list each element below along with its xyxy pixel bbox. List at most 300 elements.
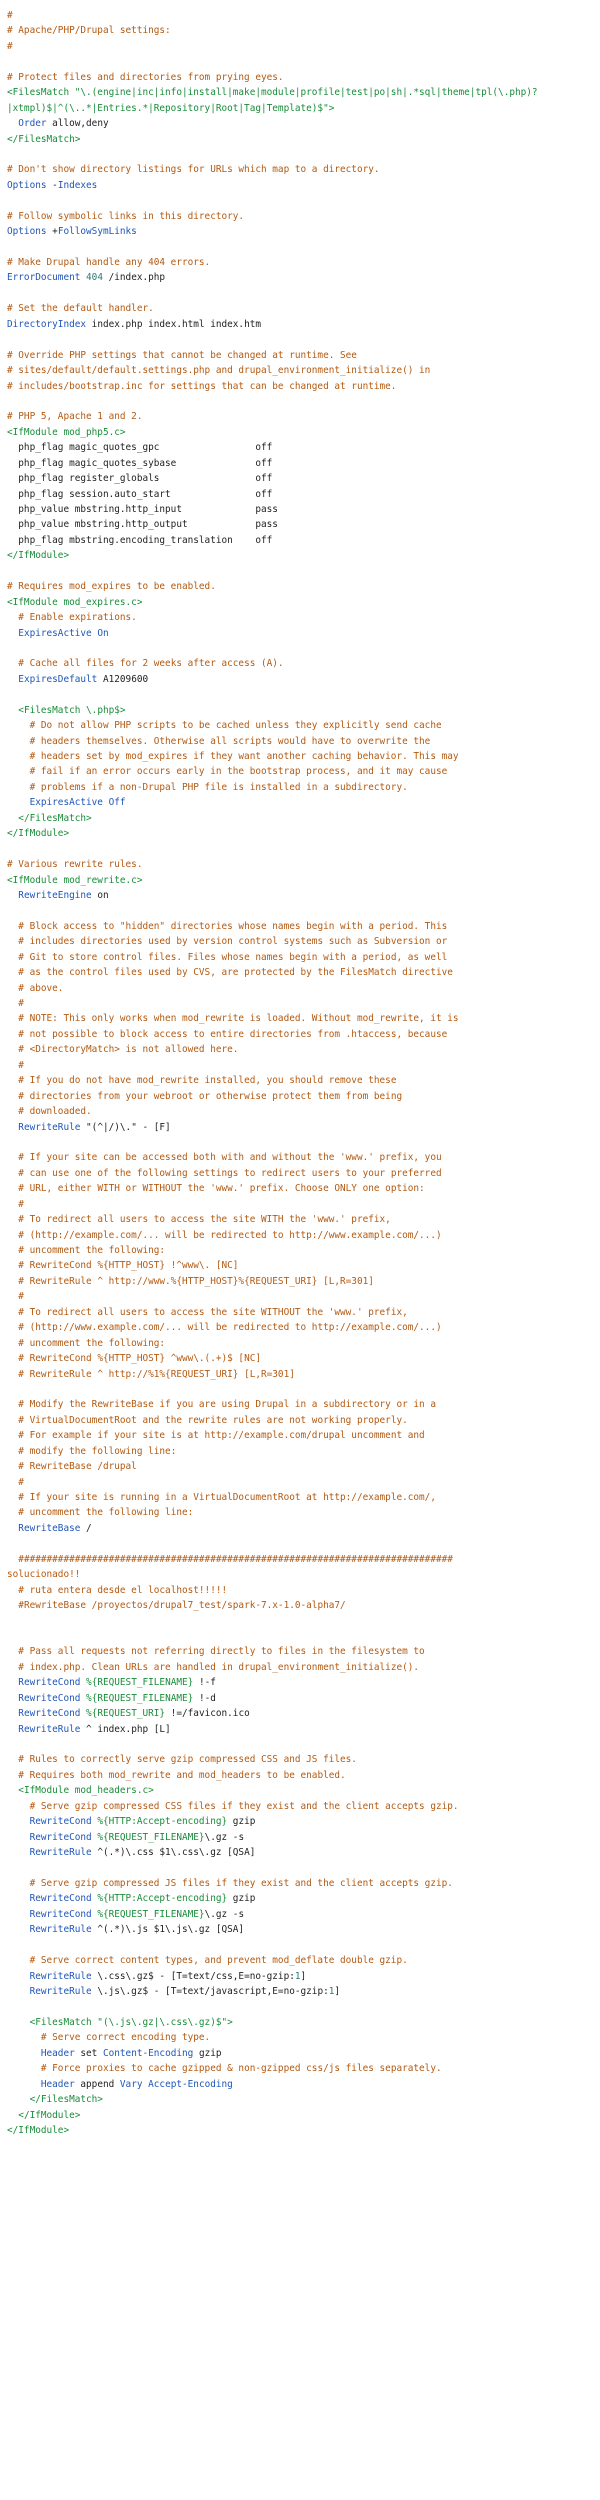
text-token: \.js\.gz$ - [T=text/javascript,E=no-gzip: (91, 1986, 329, 1997)
text-token (7, 1199, 18, 1210)
text-token (7, 998, 18, 1009)
directive-token: RewriteRule (29, 1970, 92, 1982)
code-line (7, 564, 600, 579)
text-token: gzip (227, 1816, 256, 1828)
code-line (7, 1891, 600, 1906)
comment-token: # headers set by mod_expires if they want another caching behavior. This may (29, 751, 459, 762)
comment-token: # headers themselves. Otherwise all scripts would have to overwrite the (29, 735, 431, 747)
text-token (7, 782, 30, 793)
tag-token: <IfModule mod_headers.c> (18, 1785, 154, 1797)
text-token (7, 1909, 30, 1920)
comment-token: #RewriteBase /proyectos/drupal7_test/spark-7.x-1.0-alpha7/ (18, 1600, 346, 1612)
tag-token: </FilesMatch> (18, 812, 92, 824)
code-line (7, 517, 600, 532)
comment-token: # Set the default handler. (7, 303, 154, 315)
code-line (7, 363, 600, 378)
comment-token: # Requires mod_expires to be enabled. (7, 581, 216, 593)
comment-token: # Force proxies to cache gzipped & non-gzipped css/js files separately. (40, 2063, 442, 2075)
text-token: php_flag magic_quotes_sybase off (7, 457, 273, 469)
directive-token: RewriteCond (29, 1893, 92, 1905)
code-line (7, 132, 600, 147)
comment-token: # URL, either WITH or WITHOUT the 'www.' prefix. Choose ONLY one option: (18, 1183, 425, 1195)
text-token (7, 2048, 41, 2059)
text-token: gzip (193, 2047, 222, 2059)
comment-token: # If your site can be accessed both with and without the 'www.' prefix, you (18, 1152, 442, 1164)
code-line (7, 1521, 600, 1536)
comment-token: # To redirect all users to access the site WITH the 'www.' prefix, (18, 1214, 391, 1226)
directive-token: ErrorDocument (7, 272, 81, 284)
comment-token: ############################################################################# (18, 1553, 453, 1565)
code-line (7, 888, 600, 903)
code-line (7, 1845, 600, 1860)
code-line (7, 610, 600, 625)
code-line (7, 1181, 600, 1196)
code-line (7, 1768, 600, 1783)
text-token: index.php index.html index.htm (86, 318, 262, 330)
directive-token: RewriteRule (29, 1847, 92, 1859)
text-token (7, 936, 18, 947)
code-line (7, 1830, 600, 1845)
code-line (7, 1490, 600, 1505)
code-line (7, 1197, 600, 1212)
code-line (7, 1166, 600, 1181)
tag-token: %{REQUEST_URI} (86, 1708, 166, 1720)
directive-token: DirectoryIndex (7, 318, 87, 330)
text-token (7, 658, 18, 669)
comment-token: # Override PHP settings that cannot be changed at runtime. See (7, 349, 357, 361)
comment-token: # Serve correct encoding type. (40, 2032, 211, 2044)
text-token (7, 1693, 18, 1704)
code-line (7, 1305, 600, 1320)
code-line (7, 193, 600, 208)
comment-token: # uncomment the following line: (18, 1507, 194, 1519)
code-line (7, 1382, 600, 1397)
code-line (7, 548, 600, 563)
text-token (7, 1044, 18, 1055)
text-token (7, 1399, 18, 1410)
code-line (7, 996, 600, 1011)
text-token: \.gz -s (204, 1908, 245, 1920)
code-line (7, 1969, 600, 1984)
text-token (7, 1307, 18, 1318)
text-token (7, 1585, 18, 1596)
directive-token: RewriteCond (18, 1708, 81, 1720)
text-token: on (91, 889, 109, 901)
code-line (7, 1367, 600, 1382)
text-token (7, 1322, 18, 1333)
directive-token: Header (40, 2047, 75, 2059)
text-token (7, 1183, 18, 1194)
code-line (7, 456, 600, 471)
code-line (7, 857, 600, 872)
code-line (7, 579, 600, 594)
comment-token: # Make Drupal handle any 404 errors. (7, 257, 211, 268)
comment-token: # Block access to "hidden" directories whose names begin with a period. This (18, 920, 448, 932)
tag-token: <FilesMatch "\.(engine|inc|info|install|make|module|profile|test|po|sh|.*sql|theme|tpl(\.php)? (7, 87, 538, 99)
directive-token: Options (7, 179, 47, 191)
code-line (7, 224, 600, 239)
comment-token: # Rules to correctly serve gzip compressed CSS and JS files. (18, 1754, 357, 1766)
text-token (7, 967, 18, 978)
comment-token: # not possible to block access to entire directories from .htaccess, because (18, 1028, 448, 1040)
text-token (7, 1971, 30, 1982)
text-token (7, 1832, 30, 1843)
directive-token: ExpiresActive (29, 797, 103, 809)
code-line (7, 1752, 600, 1767)
code-line (7, 1089, 600, 1104)
code-line (7, 703, 600, 718)
comment-token: # Enable expirations. (18, 612, 137, 624)
tag-token: %{REQUEST_FILENAME} (86, 1692, 194, 1704)
directive-token: RewriteRule (18, 1723, 81, 1735)
comment-token: # Requires both mod_rewrite and mod_headers to be enabled. (18, 1769, 346, 1781)
code-line (7, 1861, 600, 1876)
comment-token: # (http://example.com/... will be redirected to http://www.example.com/...) (18, 1229, 442, 1241)
code-line (7, 1999, 600, 2014)
directive-token: RewriteRule (18, 1121, 81, 1133)
comment-token: # Cache all files for 2 weeks after access (A). (18, 658, 284, 670)
tag-token: <FilesMatch "(\.js\.gz|\.css\.gz)$"> (29, 2016, 233, 2028)
comment-token: # RewriteBase /drupal (18, 1461, 137, 1473)
comment-token: # Follow symbolic links in this directory. (7, 210, 245, 222)
code-line (7, 332, 600, 347)
text-token (7, 1754, 18, 1765)
code-line (7, 1120, 600, 1135)
tag-token: </IfModule> (7, 828, 70, 840)
tag-token: <IfModule mod_rewrite.c> (7, 874, 143, 886)
directive-token: On (97, 627, 109, 639)
text-token (7, 1507, 18, 1518)
text-token: ^ index.php [L] (80, 1723, 171, 1735)
code-line (7, 641, 600, 656)
text-token (7, 1430, 18, 1441)
code-line (7, 1938, 600, 1953)
tag-token: <IfModule mod_php5.c> (7, 426, 126, 438)
code-line (7, 440, 600, 455)
text-token: ^(.*)\.js $1\.js\.gz [QSA] (91, 1924, 245, 1936)
text-token (7, 2017, 30, 2028)
code-line (7, 1228, 600, 1243)
text-token: php_flag magic_quotes_gpc off (7, 442, 273, 454)
comment-token: # (18, 1059, 24, 1071)
comment-token: # Git to store control files. Files whose names begin with a period, as well (18, 951, 448, 963)
comment-token: # VirtualDocumentRoot and the rewrite rules are not working properly. (18, 1414, 408, 1426)
text-token: /index.php (102, 272, 166, 284)
comment-token: # (7, 40, 13, 52)
text-token: php_flag mbstring.encoding_translation off (7, 534, 273, 546)
comment-token: # Do not allow PHP scripts to be cached unless they explicitly send cache (29, 720, 442, 732)
text-token (7, 1708, 18, 1719)
code-line (7, 1629, 600, 1644)
code-line (7, 1876, 600, 1891)
tag-token: </IfModule> (18, 2109, 81, 2121)
code-line (7, 687, 600, 702)
code-line (7, 1783, 600, 1798)
tag-token: <FilesMatch \.php$> (18, 704, 126, 716)
code-line (7, 764, 600, 779)
text-token (7, 1291, 18, 1302)
code-line (7, 795, 600, 810)
comment-token: # includes/bootstrap.inc for settings that can be changed at runtime. (7, 380, 397, 392)
text-token: - (46, 179, 58, 191)
directive-token: RewriteEngine (18, 889, 92, 901)
text-token (7, 1955, 30, 1966)
text-token (7, 1461, 18, 1472)
code-line (7, 873, 600, 888)
code-line (7, 471, 600, 486)
code-line (7, 1104, 600, 1119)
code-line (7, 1258, 600, 1273)
directive-token: ExpiresActive (18, 627, 92, 639)
code-line (7, 8, 600, 23)
code-line (7, 1274, 600, 1289)
text-token: !-f (193, 1677, 216, 1689)
comment-token: # uncomment the following: (18, 1337, 166, 1349)
code-line (7, 1351, 600, 1366)
code-line (7, 1644, 600, 1659)
code-line (7, 780, 600, 795)
text-token (7, 1446, 18, 1457)
code-line (7, 1660, 600, 1675)
comment-token: # (18, 1291, 24, 1303)
directive-token: RewriteCond (18, 1692, 81, 1704)
comment-token: # (18, 1476, 24, 1488)
code-line (7, 286, 600, 301)
text-token (7, 1785, 18, 1796)
text-token (7, 1338, 18, 1349)
code-line (7, 1722, 600, 1737)
text-token: \.css\.gz$ - [T=text/css,E=no-gzip: (91, 1970, 295, 1982)
comment-token: # Apache/PHP/Drupal settings: (7, 25, 171, 37)
code-line (7, 301, 600, 316)
text-token (7, 1893, 30, 1904)
tag-token: </FilesMatch> (29, 2094, 103, 2106)
directive-token: ExpiresDefault (18, 673, 98, 685)
text-token (7, 1662, 18, 1673)
text-token: / (80, 1522, 92, 1534)
code-line (7, 1583, 600, 1598)
comment-token: # NOTE: This only works when mod_rewrite is loaded. Without mod_rewrite, it is (18, 1013, 459, 1025)
comment-token: # (7, 10, 13, 21)
directive-token: Accept-Encoding (148, 2078, 233, 2090)
code-line (7, 1614, 600, 1629)
code-line (7, 379, 600, 394)
comment-token: # Protect files and directories from prying eyes. (7, 71, 284, 83)
text-token (7, 1152, 18, 1163)
comment-token: # index.php. Clean URLs are handled in drupal_environment_initialize(). (18, 1661, 420, 1673)
text-token (7, 736, 30, 747)
comment-token: # To redirect all users to access the site WITHOUT the 'www.' prefix, (18, 1306, 408, 1318)
text-token (7, 1122, 18, 1133)
code-line (7, 672, 600, 687)
tag-token: </FilesMatch> (7, 133, 81, 145)
comment-token: # includes directories used by version control systems such as Subversion or (18, 936, 448, 948)
code-line (7, 981, 600, 996)
code-line (7, 2123, 600, 2138)
comment-token: solucionado!! (7, 1569, 81, 1581)
code-line (7, 54, 600, 69)
directive-token: Vary (119, 2078, 143, 2090)
code-line (7, 2077, 600, 2092)
code-line (7, 1243, 600, 1258)
text-token (7, 1029, 18, 1040)
text-token (7, 1168, 18, 1179)
code-line (7, 1675, 600, 1690)
comment-token: # Don't show directory listings for URLs which map to a directory. (7, 164, 380, 176)
comment-token: # (http://www.example.com/... will be redirected to http://example.com/...) (18, 1322, 442, 1334)
code-line (7, 2030, 600, 2045)
text-token (7, 1816, 30, 1827)
code-line (7, 209, 600, 224)
code-line (7, 626, 600, 641)
comment-token: # uncomment the following: (18, 1245, 166, 1256)
text-token: allow,deny (46, 118, 109, 130)
text-token (7, 983, 18, 994)
tag-token: %{REQUEST_FILENAME} (97, 1908, 205, 1920)
number-token: 1 (294, 1970, 301, 1982)
directive-token: Options (7, 226, 47, 238)
comment-token: # PHP 5, Apache 1 and 2. (7, 411, 143, 423)
code-line (7, 1567, 600, 1582)
code-line (7, 1799, 600, 1814)
number-token: 404 (86, 272, 103, 284)
code-line (7, 2108, 600, 2123)
text-token: ] (334, 1986, 341, 1997)
text-token (7, 1986, 30, 1997)
text-token (7, 1477, 18, 1488)
directive-token: Header (40, 2078, 75, 2090)
code-line (7, 749, 600, 764)
comment-token: # downloaded. (18, 1106, 92, 1118)
text-token (7, 1554, 18, 1565)
code-line (7, 70, 600, 85)
comment-token: # Various rewrite rules. (7, 859, 143, 871)
code-line (7, 1953, 600, 1968)
text-token: !=/favicon.ico (165, 1708, 250, 1720)
text-token: A1209600 (97, 673, 149, 685)
code-line (7, 826, 600, 841)
text-token (7, 1646, 18, 1657)
code-line (7, 409, 600, 424)
text-token: php_value mbstring.http_output pass (7, 519, 278, 531)
comment-token: # RewriteRule ^ http://%1%{REQUEST_URI} [L,R=301] (18, 1368, 295, 1380)
comment-token: # problems if a non-Drupal PHP file is installed in a subdirectory. (29, 781, 408, 793)
code-line (7, 1691, 600, 1706)
text-token: \.gz -s (204, 1831, 245, 1843)
directive-token: RewriteCond (29, 1908, 92, 1920)
code-line (7, 425, 600, 440)
code-line (7, 255, 600, 270)
text-token (7, 1369, 18, 1380)
comment-token: # Modify the RewriteBase if you are using Drupal in a subdirectory or in a (18, 1399, 436, 1411)
comment-token: # Serve gzip compressed CSS files if they exist and the client accepts gzip. (29, 1800, 459, 1812)
comment-token: # as the control files used by CVS, are protected by the FilesMatch directive (18, 967, 453, 979)
code-line (7, 85, 600, 100)
code-line (7, 1814, 600, 1829)
directive-token: RewriteCond (29, 1816, 92, 1828)
code-line (7, 656, 600, 671)
code-line (7, 1212, 600, 1227)
text-token (7, 1415, 18, 1426)
text-token (7, 1106, 18, 1117)
code-line (7, 101, 600, 116)
text-token (7, 1230, 18, 1241)
code-line (7, 240, 600, 255)
comment-token: # above. (18, 982, 64, 994)
text-token (7, 2079, 41, 2090)
code-line (7, 2015, 600, 2030)
text-token (7, 890, 18, 901)
code-line (7, 1907, 600, 1922)
code-line (7, 1536, 600, 1551)
text-token: php_flag session.auto_start off (7, 488, 273, 500)
text-token (7, 766, 30, 777)
comment-token: # RewriteCond %{HTTP_HOST} ^www\.(.+)$ [NC] (18, 1353, 261, 1365)
code-line (7, 270, 600, 285)
tag-token: |xtmpl)$|^(\..*|Entries.*|Repository|Root|Tag|Template)$"> (7, 102, 335, 114)
code-line (7, 39, 600, 54)
code-line (7, 317, 600, 332)
text-token: set (74, 2047, 103, 2059)
text-token: + (46, 226, 58, 238)
text-token: ^(.*)\.css $1\.css\.gz [QSA] (91, 1847, 256, 1859)
text-token (7, 674, 18, 685)
text-token (7, 1260, 18, 1271)
code-line (7, 1320, 600, 1335)
comment-token: # For example if your site is at http://example.com/drupal uncomment and (18, 1430, 425, 1442)
code-line (7, 487, 600, 502)
text-token (7, 1724, 18, 1735)
comment-token: # sites/default/default.settings.php and drupal_environment_initialize() in (7, 365, 431, 377)
directive-token: RewriteBase (18, 1522, 81, 1534)
text-token (7, 1600, 18, 1611)
code-line (7, 950, 600, 965)
code-line (7, 811, 600, 826)
text-token: php_value mbstring.http_input pass (7, 504, 278, 515)
text-token: ] (300, 1970, 307, 1982)
code-line (7, 1027, 600, 1042)
text-token (7, 628, 18, 639)
code-line (7, 502, 600, 517)
comment-token: # If your site is running in a VirtualDocumentRoot at http://example.com/, (18, 1492, 436, 1503)
tag-token: %{HTTP:Accept-encoding} (97, 1893, 228, 1905)
directive-token: FollowSymLinks (57, 226, 137, 238)
text-token (7, 1878, 30, 1889)
code-line (7, 934, 600, 949)
code-line (7, 1459, 600, 1474)
comment-token: # (18, 1198, 24, 1210)
text-token (7, 1677, 18, 1688)
text-token (7, 118, 18, 129)
text-token (7, 1924, 30, 1935)
text-token (7, 921, 18, 932)
code-line (7, 1737, 600, 1752)
text-token (7, 705, 18, 716)
comment-token: # If you do not have mod_rewrite installed, you should remove these (18, 1075, 397, 1087)
text-token (7, 720, 30, 731)
text-token: "(^|/)\." - [F] (80, 1121, 171, 1133)
directive-token: Content-Encoding (102, 2047, 194, 2059)
text-token: php_flag register_globals off (7, 473, 273, 485)
directive-token: Off (108, 797, 126, 809)
code-line (7, 965, 600, 980)
text-token (7, 1492, 18, 1503)
text-token (7, 2032, 41, 2043)
code-line (7, 903, 600, 918)
code-line (7, 394, 600, 409)
directive-token: RewriteRule (29, 1986, 92, 1997)
directive-token: Order (18, 118, 47, 130)
